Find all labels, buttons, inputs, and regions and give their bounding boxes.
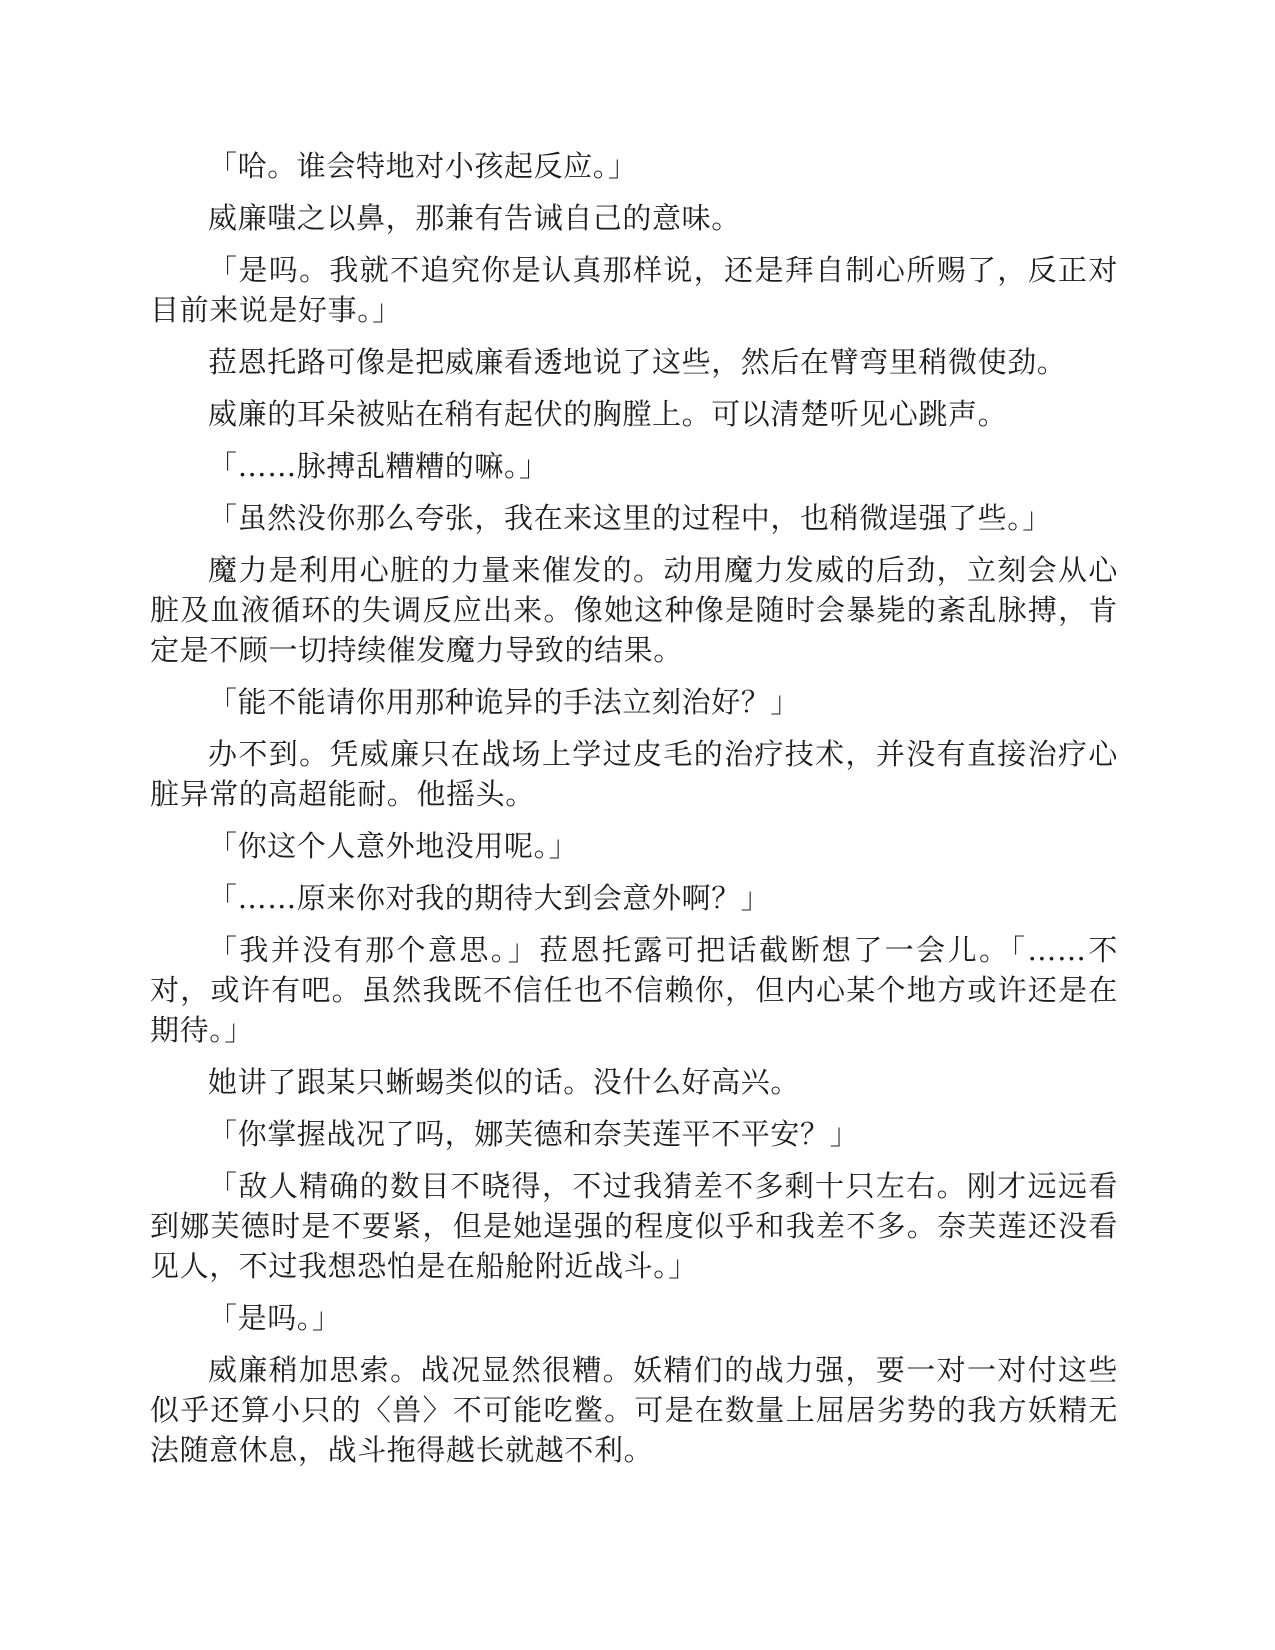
paragraph: 威廉的耳朵被贴在稍有起伏的胸膛上。可以清楚听见心跳声。: [208, 397, 1008, 431]
paragraph: 「虽然没你那么夸张，我在来这里的过程中，也稍微逞强了些。」: [208, 501, 1052, 535]
paragraph: 菈恩托路可像是把威廉看透地说了这些，然后在臂弯里稍微使劲。: [208, 345, 1067, 379]
paragraph: 「……原来你对我的期待大到会意外啊？」: [208, 881, 771, 915]
paragraph: 「能不能请你用那种诡异的手法立刻治好？」: [208, 685, 801, 719]
paragraph: 「是吗。」: [208, 1301, 342, 1335]
paragraph: 她讲了跟某只蜥蜴类似的话。没什么好高兴。: [208, 1065, 801, 1099]
paragraph: 「哈。谁会特地对小孩起反应。」: [208, 149, 638, 183]
paragraph: 「我并没有那个意思。」菈恩托露可把话截断想了一会儿。「……不对，或许有吧。虽然我既不信任也不信赖你，但内心某个地方或许还是在期待。」: [150, 933, 1118, 1047]
paragraph: 「……脉搏乱糟糟的嘛。」: [208, 449, 549, 483]
paragraph: 威廉稍加思索。战况显然很糟。妖精们的战力强，要一对一对付这些似乎还算小只的〈兽〉不可能吃鳖。可是在数量上屈居劣势的我方妖精无法随意休息，战斗拖得越长就越不利。: [150, 1353, 1118, 1467]
paragraph: 「你掌握战况了吗，娜芙德和奈芙莲平不平安？」: [208, 1117, 860, 1151]
paragraph: 「敌人精确的数目不晓得，不过我猜差不多剩十只左右。刚才远远看到娜芙德时是不要紧，但是她逞强的程度似乎和我差不多。奈芙莲还没看见人，不过我想恐怕是在船舱附近战斗。」: [150, 1169, 1118, 1283]
paragraph: 「你这个人意外地没用呢。」: [208, 829, 579, 863]
paragraph: 办不到。凭威廉只在战场上学过皮毛的治疗技术，并没有直接治疗心脏异常的高超能耐。他摇头。: [150, 737, 1118, 811]
document-page: [150, 146, 1118, 1482]
paragraph: 「是吗。我就不追究你是认真那样说，还是拜自制心所赐了，反正对目前来说是好事。」: [150, 253, 1118, 327]
paragraph: 魔力是利用心脏的力量来催发的。动用魔力发威的后劲，立刻会从心脏及血液循环的失调反应出来。像她这种像是随时会暴毙的紊乱脉搏，肯定是不顾一切持续催发魔力导致的结果。: [150, 553, 1118, 667]
paragraph: 威廉嗤之以鼻，那兼有告诫自己的意味。: [208, 201, 741, 235]
